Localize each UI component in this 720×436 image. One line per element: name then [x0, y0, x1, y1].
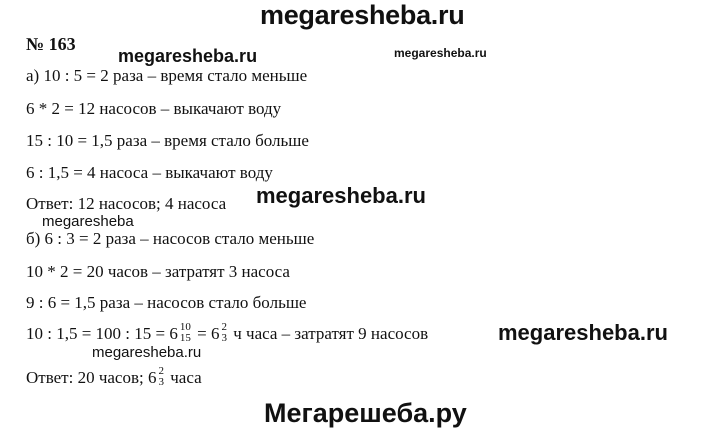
solution-line-2: 6 * 2 = 12 насосов – выкачают воду: [26, 99, 282, 118]
watermark-small: megaresheba.ru: [118, 46, 258, 66]
solution-line-4: 6 : 1,5 = 4 насоса – выкачают воду: [26, 163, 273, 182]
answer-b: [26, 365, 202, 390]
solution-line-6: 10 * 2 = 20 часов – затратят 3 насоса: [26, 262, 290, 281]
solution-line-8: [26, 321, 429, 346]
watermark-footer: Мегарешеба.ру: [264, 398, 467, 428]
answer-b-suffix: часа: [165, 368, 202, 387]
fraction-denominator: 3: [158, 376, 164, 389]
fraction-denominator: 15: [179, 332, 191, 345]
answer-b-prefix: Ответ: 20 часов; 6: [26, 368, 157, 387]
watermark-mid: megaresheba.ru: [256, 183, 426, 208]
solution-line-7: 9 : 6 = 1,5 раза – насосов стало больше: [26, 293, 307, 312]
solution-line-1: а) 10 : 5 = 2 раза – время стало меньше: [26, 66, 308, 85]
fraction-numerator: 2: [158, 365, 164, 378]
fraction-10-15: [179, 322, 192, 344]
fraction-2-3: [220, 322, 228, 344]
solution-line-3: 15 : 10 = 1,5 раза – время стало больше: [26, 131, 309, 150]
watermark-bottom-small: megaresheba.ru: [92, 344, 202, 361]
fraction-numerator: 2: [221, 321, 227, 334]
watermark-tiny: megaresheba.ru: [394, 46, 487, 60]
problem-number: № 163: [26, 34, 76, 54]
watermark-right: megaresheba.ru: [498, 320, 668, 345]
solution-line-5: б) 6 : 3 = 2 раза – насосов стало меньше: [26, 229, 315, 248]
line8-prefix: 10 : 1,5 = 100 : 15 = 6: [26, 324, 178, 343]
fraction-numerator: 10: [179, 321, 191, 334]
watermark-top: megaresheba.ru: [260, 0, 465, 30]
line8-middle: = 6: [192, 324, 220, 343]
line8-suffix: ч часа – затратят 9 насосов: [228, 324, 429, 343]
fraction-2-3-answer: [157, 366, 165, 388]
answer-a: Ответ: 12 насосов; 4 насоса: [26, 194, 227, 213]
fraction-denominator: 3: [221, 332, 227, 345]
watermark-left-small: megaresheba: [42, 213, 134, 230]
